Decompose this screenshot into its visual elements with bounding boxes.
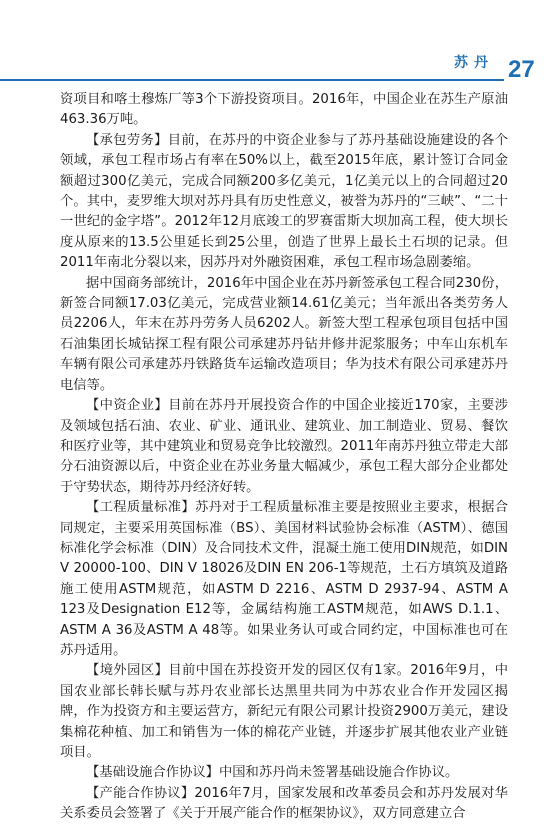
paragraph	[60, 661, 508, 763]
body-text	[60, 90, 508, 825]
section-title: 苏丹	[454, 55, 494, 71]
paragraph-text: 中国和苏丹尚未签署基础设施合作协议。	[218, 765, 459, 781]
page-number: 27	[508, 56, 535, 83]
paragraph	[60, 763, 508, 783]
paragraph-text: 目前在苏丹开展投资合作的中国企业接近170家，主要涉及领域包括石油、农业、矿业、通讯业、建筑业、加工制造业、贸易、餐饮和医疗业等，其中建筑业和贸易竞争比较激烈。2011年南苏丹独立带走大部分石油资源以后，中资企业在苏业务量大幅减少，承包工程大部分企业都处于守势状态，期待苏丹经济好转。	[60, 398, 508, 495]
paragraph-text: 苏丹对于工程质量标准主要是按照业主要求，根据合同规定，主要采用英国标准（BS）、美国材料试验协会标准（ASTM）、德国标准化学会标准（DIN）及合同技术文件，混凝土施工使用DIN规范，如DIN V 20000-100、DIN V 18026及DIN EN 206-1等规范，土石方填筑及道路施工使用ASTM规范，如ASTM D 2216、ASTM D 2937-94、ASTM A 123及Designation E12等，金属结构施工ASTM规范，如AWS D.1.1、ASTM A 36及ASTM A 48等。如果业务认可或合同约定，中国标准也可在苏丹适用。	[60, 500, 509, 658]
paragraph	[60, 90, 508, 131]
paragraph-text: 2016年7月，国家发展和改革委员会和苏丹发展对华关系委员会签署了《关于开展产能合作的框架协议》，双方同意建立合	[60, 785, 508, 822]
paragraph-tag: 【承包劳务】	[86, 132, 168, 148]
paragraph	[60, 274, 508, 396]
header-rule	[0, 79, 504, 81]
paragraph-tag: 【基础设施合作协议】	[86, 765, 219, 781]
page-header	[0, 0, 559, 92]
paragraph-tag: 【产能合作协议】	[86, 785, 195, 801]
paragraph-text: 目前中国在苏投资开发的园区仅有1家。2016年9月，中国农业部长韩长赋与苏丹农业部长达黑里共同为中苏农业合作开发园区揭牌，作为投资方和主要运营方，新纪元有限公司累计投资2900万美元，建设集棉花种植、加工和销售为一体的棉花产业链，并逐步扩展其他农业产业链项目。	[60, 663, 508, 760]
paragraph-text: 目前，在苏丹的中资企业参与了苏丹基础设施建设的各个领域，承包工程市场占有率在50%以上，截至2015年底，累计签订合同金额超过300亿美元，完成合同额200多亿美元，1亿美元以上的合同超过20个。其中，麦罗维大坝对苏丹具有历史性意义，被誉为苏丹的“三峡”、“二十一世纪的金字塔”。2012年12月底竣工的罗赛雷斯大坝加高工程，使大坝长度从原来的13.5公里延长到25公里，创造了世界上最长土石坝的记录。但2011年南北分裂以来，因苏丹对外融资困难，承包工程市场急剧萎缩。	[60, 132, 509, 271]
paragraph-text: 据中国商务部统计，2016年中国企业在苏丹新签承包工程合同230份，新签合同额17.03亿美元，完成营业额14.61亿美元；当年派出各类劳务人员2206人，年末在苏丹劳务人员6202人。新签大型工程承包项目包括中国石油集团长城钻探工程有限公司承建苏丹钻井修井泥浆服务；中车山东机车车辆有限公司承建苏丹铁路货车运输改造项目；华为技术有限公司承建苏丹电信等。	[60, 275, 508, 393]
paragraph-text: 资项目和喀土穆炼厂等3个下游投资项目。2016年，中国企业在苏生产原油463.36万吨。	[60, 92, 508, 128]
paragraph	[60, 131, 508, 274]
paragraph-tag: 【工程质量标准】	[86, 500, 195, 516]
paragraph	[60, 396, 508, 498]
paragraph-tag: 【中资企业】	[86, 398, 169, 414]
paragraph	[60, 784, 508, 825]
paragraph-tag: 【境外园区】	[86, 663, 169, 679]
paragraph	[60, 498, 508, 661]
